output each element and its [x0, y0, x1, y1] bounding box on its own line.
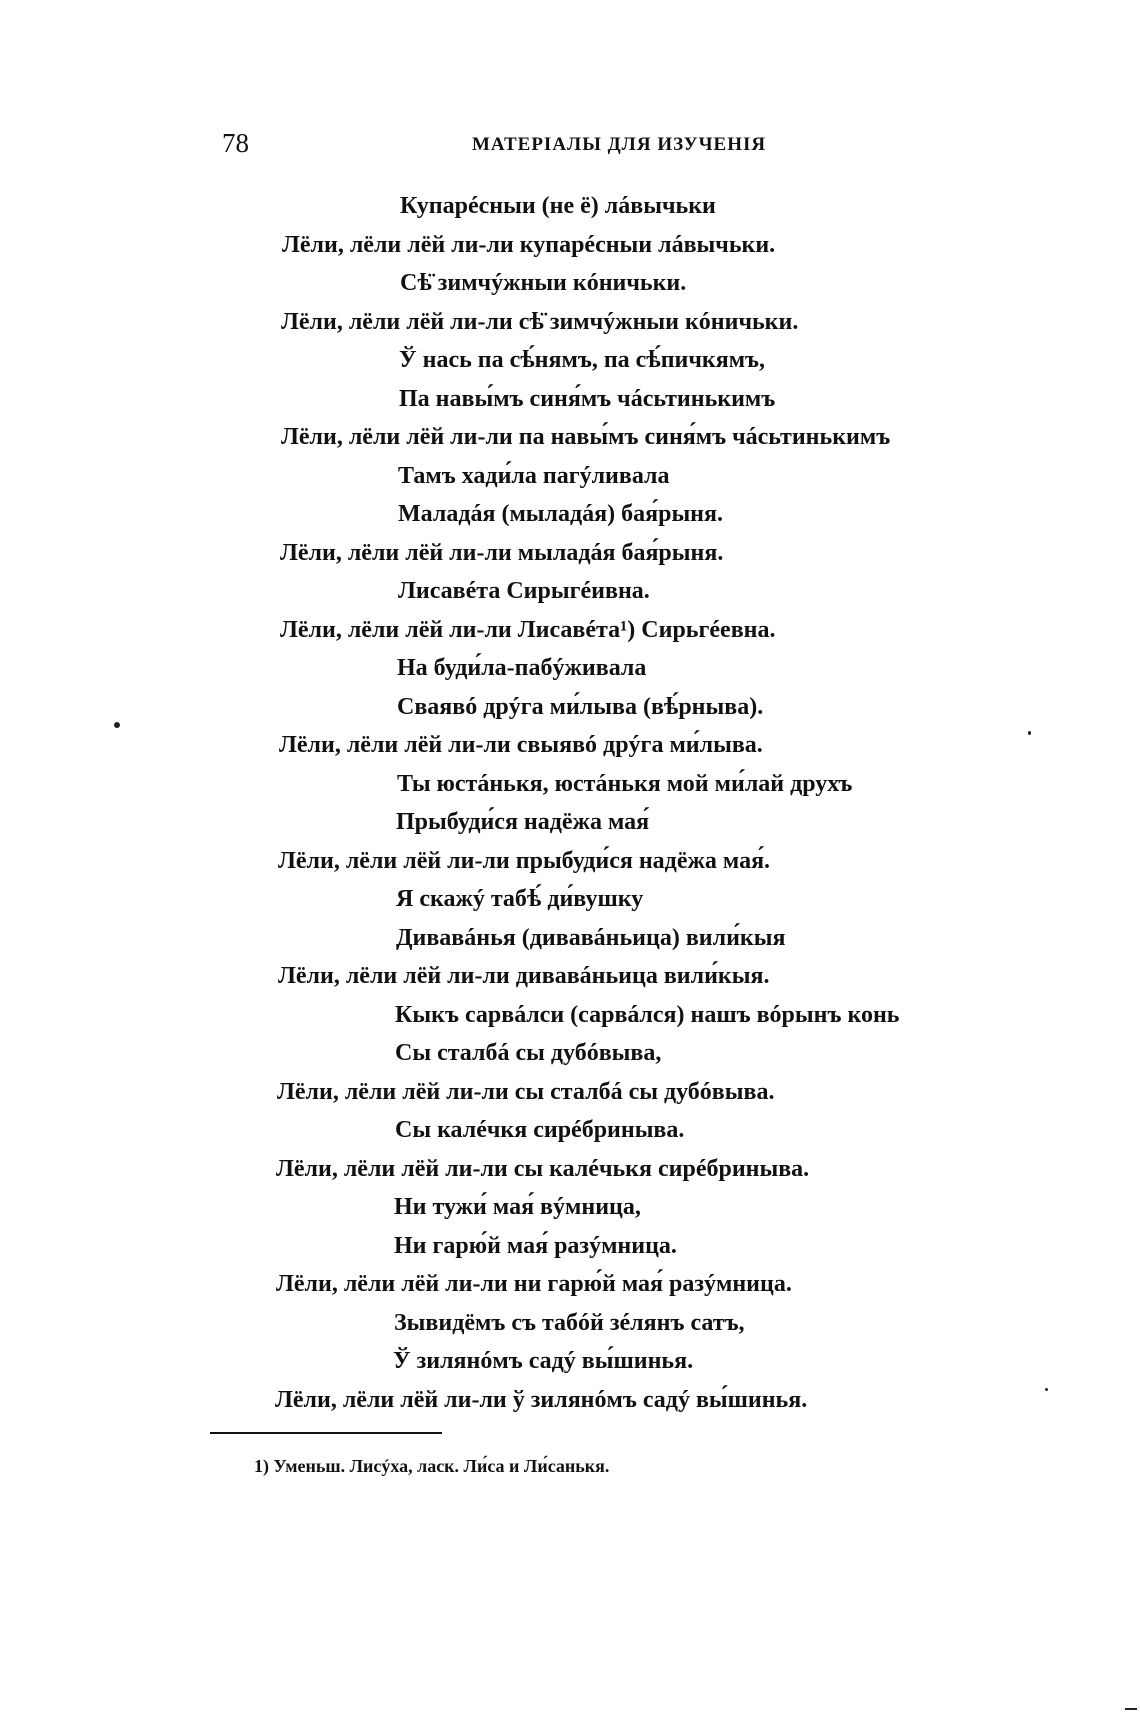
- verse-line: Сы калéчкя сирéбриныва.: [395, 1117, 685, 1143]
- refrain-line: Лёли, лёли лёй ли-ли Лисавéта¹) Сирьгéевна.: [280, 617, 776, 643]
- verse-line: Кыкъ сарвáлси (сарвáлся) нашъ вóрынъ конь: [395, 1002, 900, 1028]
- scan-speck: [114, 722, 120, 728]
- verse-line: Зывидёмъ съ табóй зéлянъ сатъ,: [394, 1310, 745, 1336]
- page-number: 78: [222, 128, 249, 158]
- refrain-line: Лёли, лёли лёй ли-ли свыявó дрýга ми́лыва.: [279, 732, 763, 758]
- verse-line: Ў зилянóмъ садý вы́шинья.: [393, 1348, 694, 1374]
- footnote: 1) Уменьш. Лисýха, ласк. Ли́са и Ли́санькя.: [254, 1456, 610, 1476]
- refrain-line: Лёли, лёли лёй ли-ли дивавáньица вили́кыя.: [278, 963, 770, 989]
- scan-speck: [1125, 1708, 1137, 1710]
- refrain-line: Лёли, лёли лёй ли-ли мыладáя бая́рыня.: [280, 540, 724, 566]
- refrain-line: Лёли, лёли лёй ли-ли купарéсныи лáвычьки.: [282, 232, 776, 258]
- footnote-rule: [210, 1432, 442, 1434]
- verse-line: Я скажý табѣ́ ди́вушку: [396, 886, 644, 912]
- refrain-line: Лёли, лёли лёй ли-ли сы сталбá сы дубóвыва.: [277, 1079, 775, 1105]
- verse-line: На буди́ла-пабýживала: [397, 655, 647, 681]
- refrain-line: Лёли, лёли лёй ли-ли сѣ̈ зимчýжныи кóничьки.: [281, 309, 799, 335]
- verse-line: Ни тужи́ мая́ вýмница,: [394, 1194, 641, 1220]
- verse-line: Сваявó дрýга ми́лыва (вѣ́рныва).: [397, 694, 764, 720]
- scan-speck: [1028, 731, 1031, 735]
- refrain-line: Лёли, лёли лёй ли-ли па навы́мъ синя́мъ чáсьтинькимъ: [281, 424, 891, 450]
- refrain-line: Лёли, лёли лёй ли-ли ни гарю́й мая́ разýмница.: [276, 1271, 792, 1297]
- verse-line: Прыбуди́ся надёжа мая́: [396, 809, 650, 835]
- verse-line: Ни гарю́й мая́ разýмница.: [394, 1233, 677, 1259]
- verse-line: Сы сталбá сы дубóвыва,: [395, 1040, 662, 1066]
- verse-line: Дивавáнья (дивавáньица) вили́кыя: [396, 925, 786, 951]
- verse-line: Тамъ хади́ла пагýливала: [398, 463, 670, 489]
- verse-line: Па навы́мъ синя́мъ чáсьтинькимъ: [399, 386, 776, 412]
- verse-line: Ў нась па сѣ́нямъ, па сѣ́пичкямъ,: [399, 347, 766, 373]
- verse-line: Ты юстáнькя, юстáнькя мой ми́лай друхъ: [397, 771, 853, 797]
- refrain-line: Лёли, лёли лёй ли-ли ў зилянóмъ садý вы́шинья.: [275, 1387, 808, 1413]
- verse-line: Маладáя (мыладáя) бая́рыня.: [398, 501, 723, 527]
- scan-speck: [1045, 1388, 1048, 1391]
- refrain-line: Лёли, лёли лёй ли-ли прыбуди́ся надёжа мая́.: [278, 848, 771, 874]
- verse-line: Купарéсныи (не ё) лáвычьки: [400, 193, 716, 219]
- refrain-line: Лёли, лёли лёй ли-ли сы калéчькя сирéбриныва.: [276, 1156, 810, 1182]
- verse-line: Сѣ̈ зимчýжныи кóничьки.: [400, 270, 687, 296]
- running-title: МАТЕРІАЛЫ ДЛЯ ИЗУЧЕНІЯ: [472, 134, 767, 155]
- verse-line: Лисавéта Сирыгéивна.: [398, 578, 650, 604]
